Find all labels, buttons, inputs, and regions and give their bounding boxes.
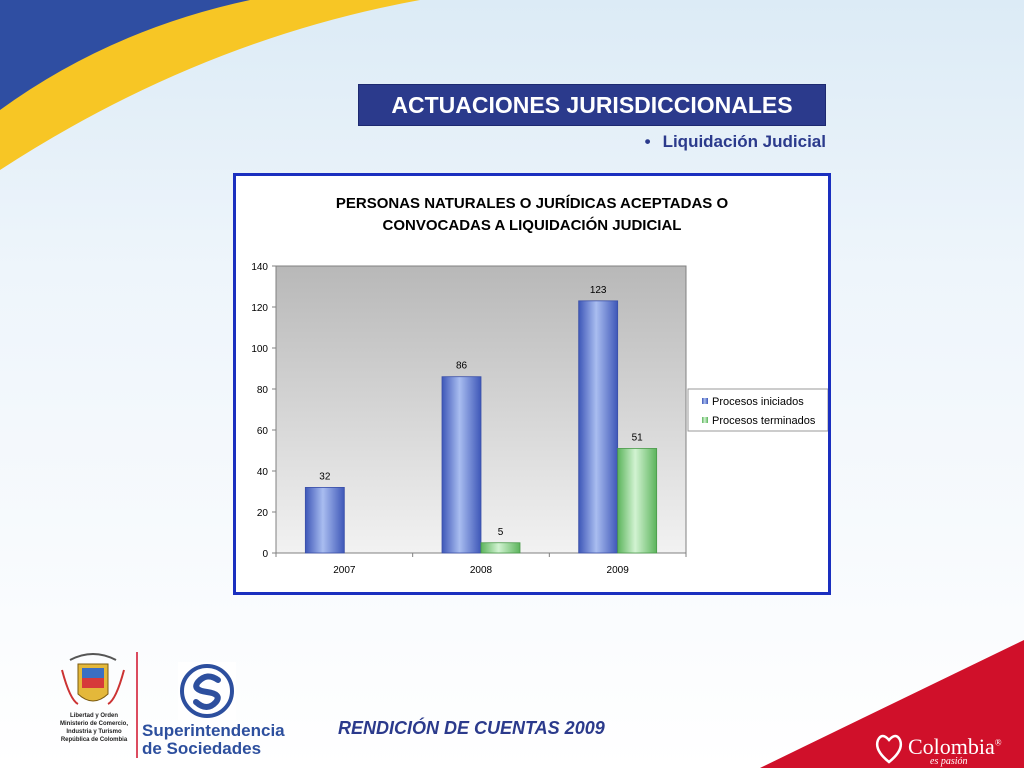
y-tick-label: 100 — [251, 344, 268, 355]
colombia-tagline: es pasión — [930, 756, 968, 767]
y-tick-label: 40 — [256, 467, 268, 478]
bar-terminados — [618, 448, 657, 553]
legend-label-iniciados: Procesos iniciados — [712, 396, 804, 408]
bar-iniciados — [579, 301, 618, 553]
chart-title-line1: PERSONAS NATURALES O JURÍDICAS ACEPTADAS O — [335, 195, 729, 212]
x-tick-label: 2007 — [333, 565, 356, 576]
y-tick-label: 140 — [251, 262, 268, 273]
section-subtitle — [645, 132, 826, 152]
superintendencia-line2: de Sociedades — [142, 739, 262, 758]
coat-of-arms-icon — [62, 654, 124, 704]
chart-title-line2: CONVOCADAS A LIQUIDACIÓN JUDICIAL — [382, 217, 682, 234]
footer-title: RENDICIÓN DE CUENTAS 2009 — [338, 718, 605, 738]
bar-chart — [236, 176, 828, 592]
bullet: • — [644, 132, 651, 151]
legend-swatch-iniciados — [702, 398, 708, 404]
legend-label-terminados: Procesos terminados — [712, 415, 816, 427]
ministry-line: República de Colombia — [60, 737, 128, 743]
legend-swatch-terminados — [702, 417, 708, 423]
ministry-line: Industria y Turismo — [66, 729, 122, 735]
data-label: 86 — [455, 360, 468, 372]
superintendencia-logo-icon — [178, 662, 236, 720]
x-tick-label: 2009 — [606, 565, 629, 576]
chart-frame — [233, 173, 831, 595]
page-title: ACTUACIONES JURISDICCIONALES — [358, 84, 826, 126]
bar-terminados — [481, 543, 520, 553]
registered-mark: ® — [994, 737, 1002, 748]
bar-iniciados — [305, 487, 344, 553]
data-label: 51 — [631, 432, 643, 444]
colombia-brand-text: Colombia — [908, 734, 995, 759]
y-tick-label: 80 — [256, 385, 268, 396]
superintendencia-line1: Superintendencia — [142, 721, 285, 740]
y-tick-label: 20 — [256, 508, 268, 519]
x-tick-label: 2008 — [469, 565, 493, 576]
data-label: 32 — [319, 471, 331, 483]
subtitle-text: Liquidación Judicial — [662, 132, 826, 151]
data-label: 123 — [589, 284, 607, 296]
heart-icon — [872, 728, 906, 766]
ministry-line: Libertad y Orden — [69, 713, 118, 719]
bar-iniciados — [442, 377, 481, 553]
data-label: 5 — [497, 526, 504, 538]
superintendencia-name — [142, 722, 285, 758]
ministry-line: Ministerio de Comercio, — [59, 721, 128, 727]
ministry-text — [56, 712, 132, 744]
legend — [688, 389, 828, 431]
y-tick-label: 0 — [262, 549, 268, 560]
y-tick-label: 60 — [256, 426, 268, 437]
y-tick-label: 120 — [251, 303, 268, 314]
